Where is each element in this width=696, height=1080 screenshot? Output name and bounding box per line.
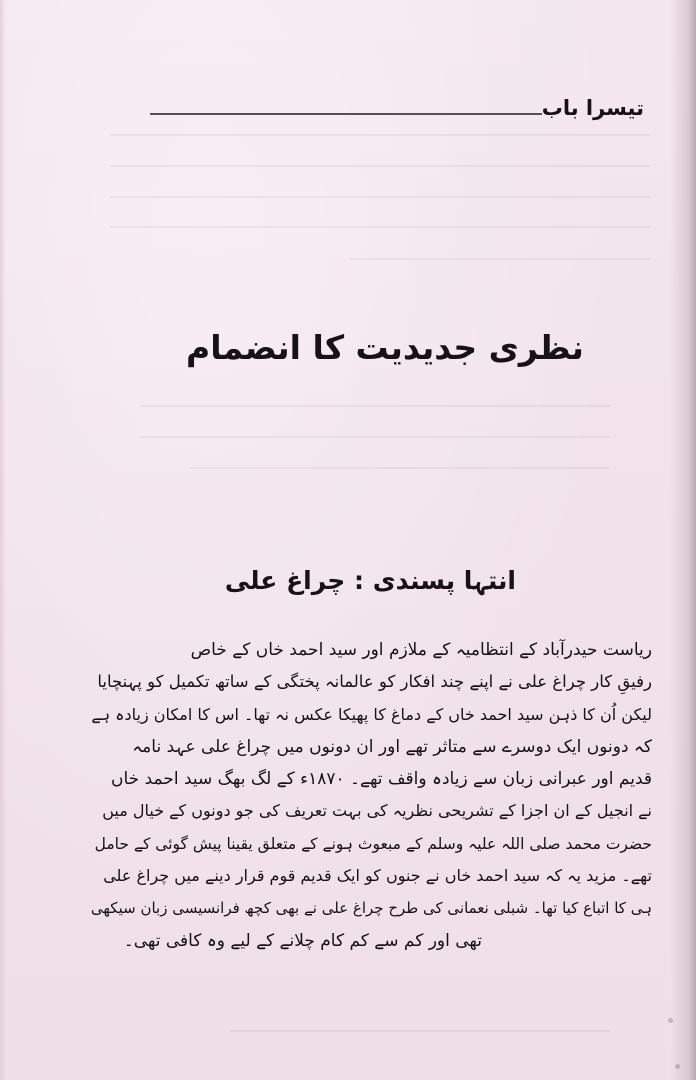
paragraph-line: حضرت محمد صلی اللہ علیہ وسلم کے مبعوث ہونے کے متعلق یقینا پیش گوئی کے حامل bbox=[94, 834, 652, 853]
chapter-label-rule bbox=[150, 113, 542, 115]
bleed-through-line bbox=[110, 134, 650, 136]
bleed-through-line bbox=[350, 258, 650, 260]
paragraph-line: کہ دونوں ایک دوسرے سے متاثر تھے اور ان دونوں میں چراغ علی عہد نامہ bbox=[132, 736, 652, 757]
paragraph-line: تھی اور کم سے کم کام چلانے کے لیے وہ کافی تھی۔ bbox=[123, 930, 482, 951]
bleed-through-line bbox=[110, 196, 650, 198]
body-paragraph bbox=[92, 634, 652, 957]
paper-speck bbox=[675, 1064, 680, 1069]
paragraph-line: لیکن اُن کا ذہن سید احمد خاں کے دماغ کا پھیکا عکس نہ تھا۔ اس کا امکان زیادہ ہے bbox=[91, 704, 652, 724]
paragraph-line: رفیقِ کار چراغ علی نے اپنے چند افکار کو عالمانہ پختگی کے ساتھ تکمیل کو پہنچایا bbox=[97, 672, 652, 692]
page-left-edge-shadow bbox=[0, 0, 6, 1080]
page-binding-shadow bbox=[670, 0, 696, 1080]
paragraph-line: ہی کا اتباع کیا تھا۔ شبلی نعمانی کی طرح چراغ علی نے بھی کچھ فرانسیسی زبان سیکھی bbox=[90, 899, 652, 918]
chapter-label: تیسرا باب bbox=[541, 96, 644, 120]
paragraph-line: ریاست حیدرآباد کے انتظامیہ کے ملازم اور سید احمد خاں کے خاص bbox=[190, 640, 652, 660]
bleed-through-line bbox=[140, 436, 610, 438]
bleed-through-line bbox=[110, 226, 650, 228]
bleed-through-line bbox=[110, 165, 650, 167]
bleed-through-line bbox=[190, 467, 610, 469]
paragraph-line: قدیم اور عبرانی زبان سے زیادہ واقف تھے۔ ۱۸۷۰ء کے لگ بھگ سید احمد خاں bbox=[111, 769, 652, 790]
bleed-through-line bbox=[140, 405, 610, 407]
chapter-title: نظری جدیدیت کا انضمام bbox=[186, 328, 584, 367]
paragraph-line: نے انجیل کے ان اجزا کے تشریحی نظریہ کی بہت تعریف کی جو دونوں کے خیال میں bbox=[102, 801, 652, 821]
paragraph-line: تھے۔ مزید یہ کہ سید احمد خاں نے جنوں کو ایک قدیم قوم قرار دینے میں چراغ علی bbox=[103, 866, 652, 886]
bleed-through-line bbox=[230, 1030, 610, 1032]
paper-speck bbox=[668, 1018, 673, 1023]
section-heading: انتہا پسندی : چراغ علی bbox=[224, 566, 516, 595]
